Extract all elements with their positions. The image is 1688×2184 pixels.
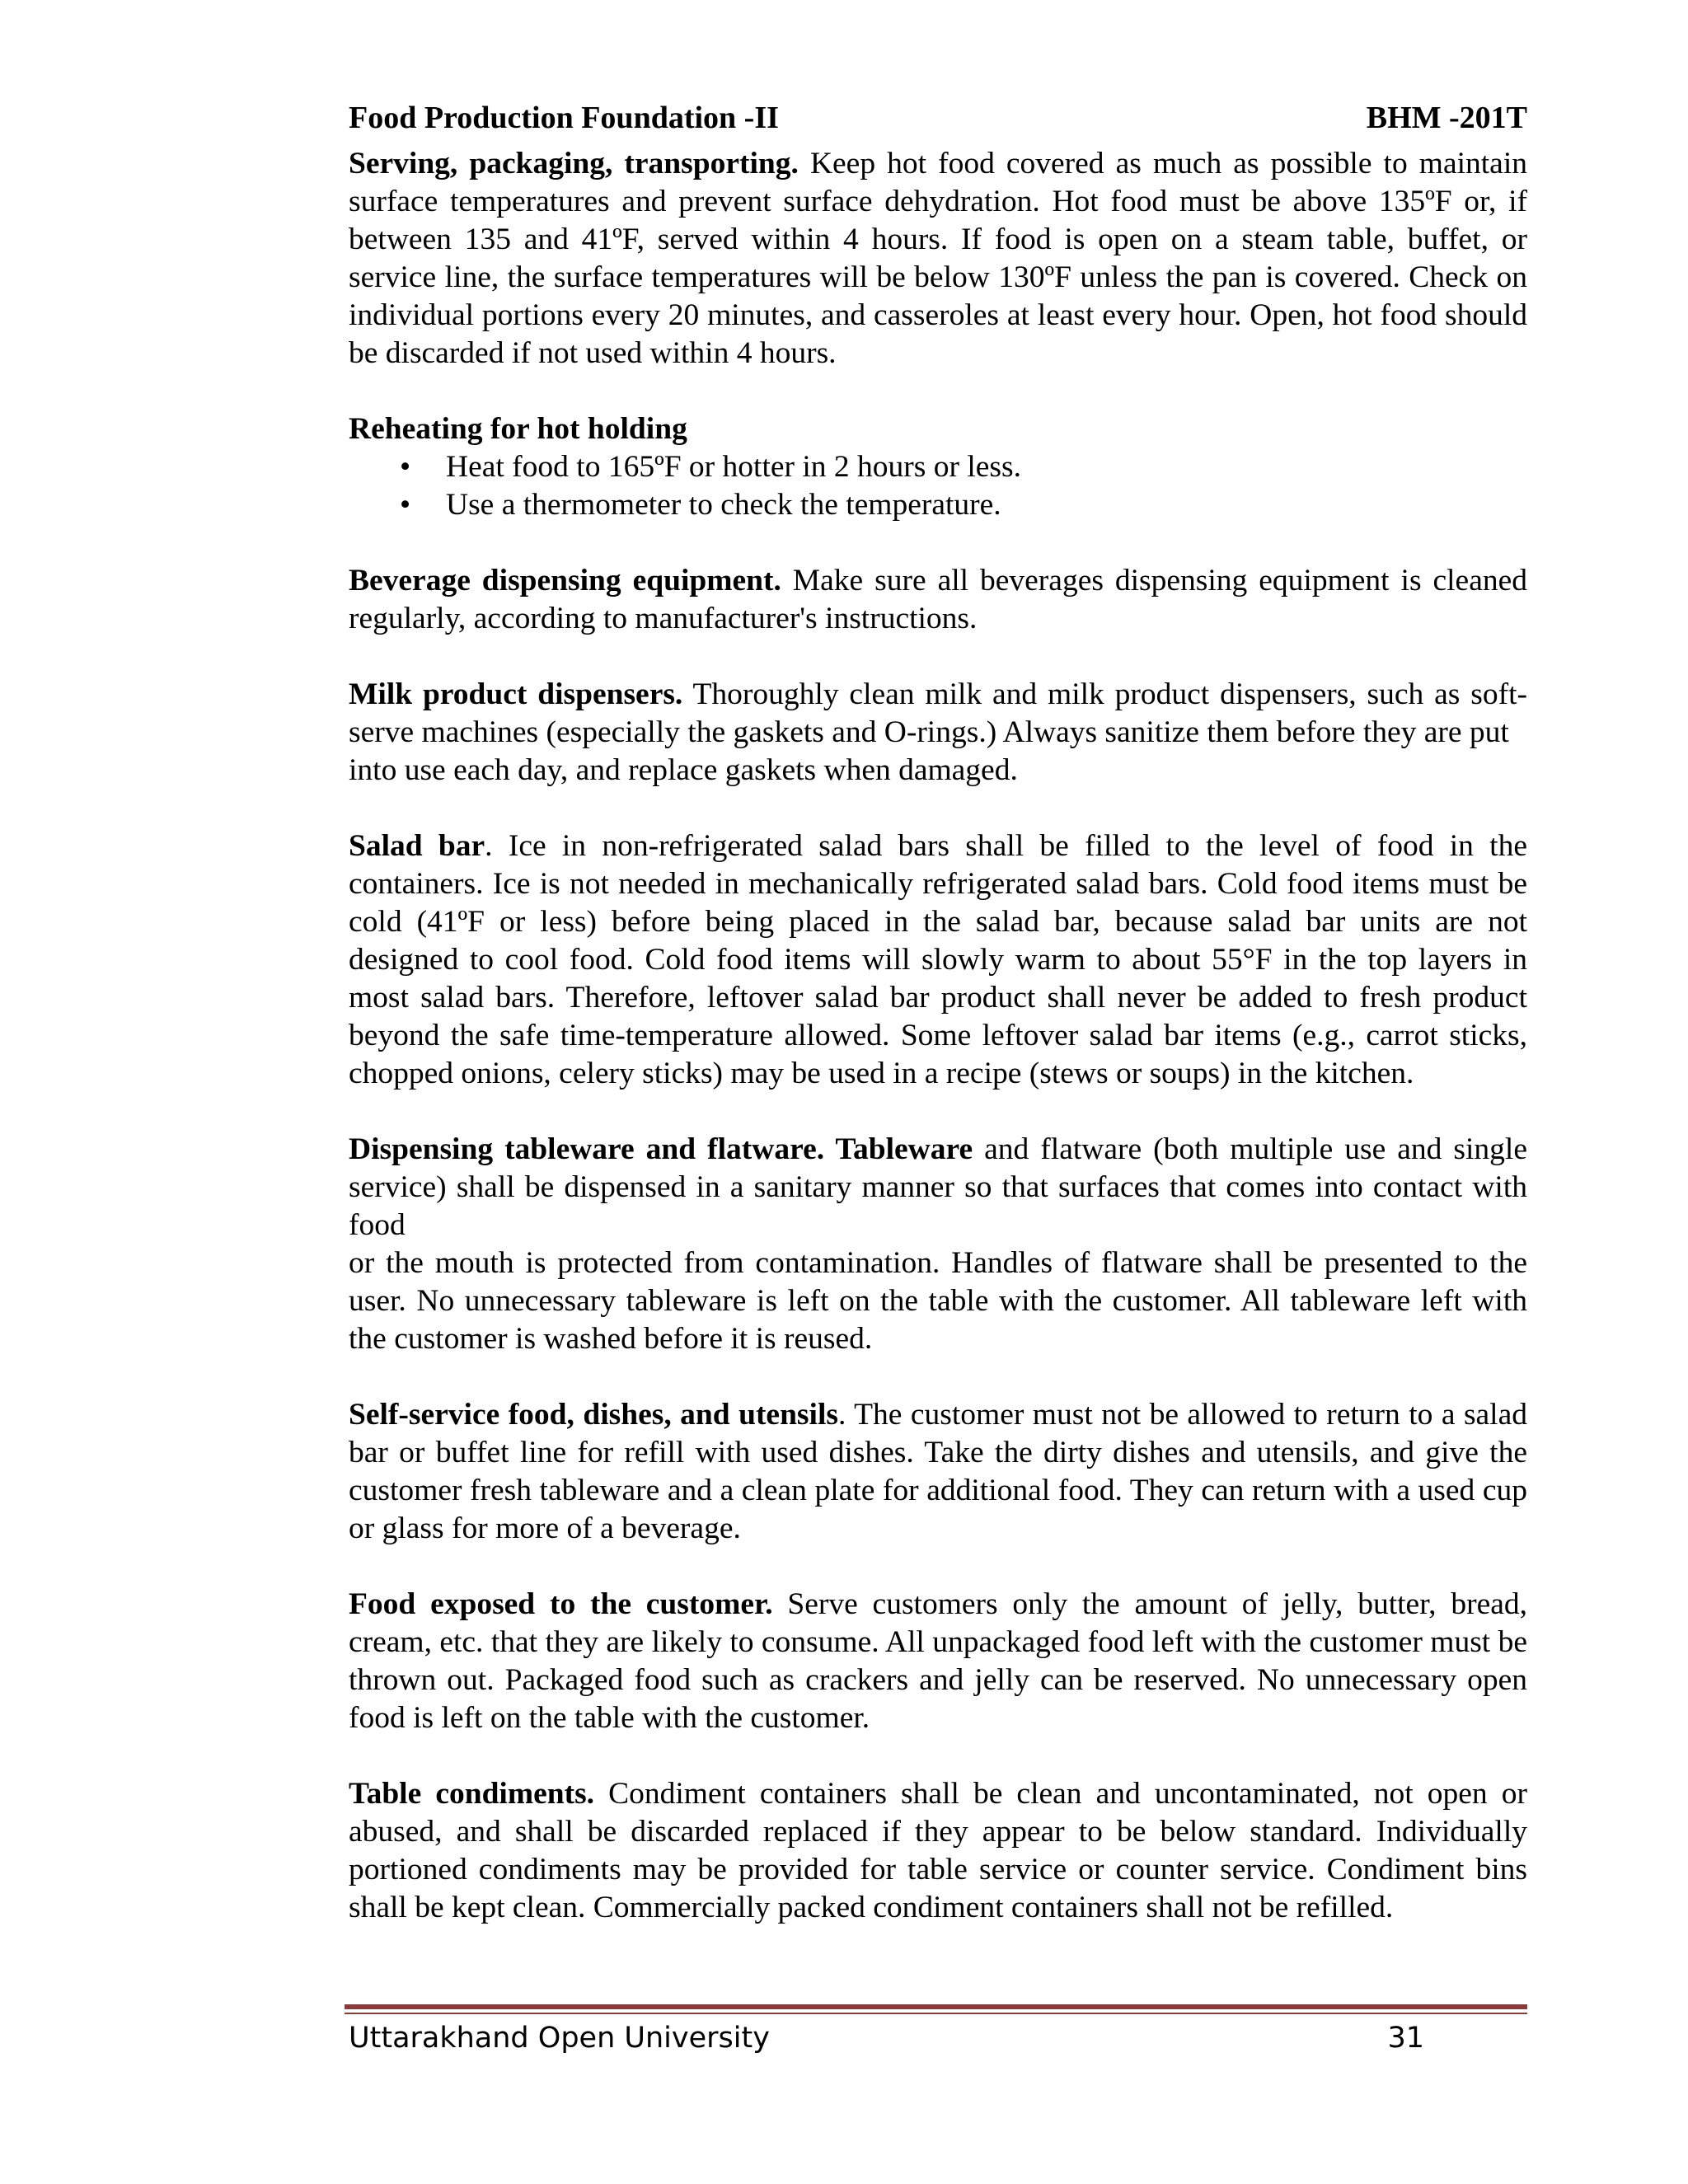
paragraph-lead: Self-service food, dishes, and utensils (349, 1398, 838, 1432)
paragraph-lead: Food exposed to the customer. (349, 1587, 773, 1621)
paragraph-dispensing-tableware-continued: or the mouth is protected from contamination. Handles of flatware shall be presented to the user. No unnecessary tableware is left on the table with the customer. All tableware left with the customer is washed before it is reused. (349, 1246, 1527, 1356)
paragraph-text: Make sure all beverages dispensing equipment is cleaned regularly, according to manufacturer's instructions. (349, 564, 1527, 635)
paragraph-lead: Salad bar (349, 829, 485, 863)
paragraph-milk-dispensers-continued: into use each day, and replace gaskets when damaged. (349, 753, 1018, 787)
paragraph-lead: Beverage dispensing equipment. (349, 564, 781, 598)
running-footer (349, 2018, 1424, 2059)
paragraph-lead: Serving, packaging, transporting. (349, 147, 799, 180)
paragraph-beverage-dispensing (349, 562, 1527, 638)
paragraph-text: Serve customers only the amount of jelly, butter, bread, cream, etc. that they are likely to consume. All unpackaged food left with the customer must be thrown out. Packaged food such as crackers and jelly can be reserved. No unnecessary open food is left on the table with the customer. (349, 1587, 1528, 1735)
header-course-code: BHM -201T (1366, 101, 1527, 135)
list-item (349, 448, 1527, 486)
paragraph-salad-bar (349, 827, 1527, 1093)
list-item-text: Use a thermometer to check the temperature. (446, 488, 1001, 522)
paragraph-lead: Milk product dispensers. (349, 677, 683, 711)
paragraph-dispensing-tableware (349, 1131, 1527, 1244)
bullet-list-reheating (349, 448, 1527, 524)
list-item-text: Heat food to 165ºF or hotter in 2 hours or less. (446, 450, 1021, 484)
paragraph-lead: Table condiments. (349, 1777, 595, 1811)
heading-reheating: Reheating for hot holding (349, 412, 687, 446)
footer-divider-thin (345, 2013, 1527, 2014)
paragraph-lead: Dispensing tableware and flatware. Tableware (349, 1132, 973, 1166)
paragraph-text: and flatware (both multiple use and single service) shall be dispensed in a sanitary manner so that surfaces that comes into contact with food (349, 1132, 1527, 1242)
body-content (349, 145, 1527, 1927)
paragraph-text: . Ice in non-refrigerated salad bars shall be filled to the level of food in the containers. Ice is not needed in mechanically refrigerated salad bars. Cold food items must be cold (41ºF or less) before being placed in the salad bar, because salad bar units are not designed to cool food. Cold food items will slowly warm to about 55°F in the top layers in most salad bars. Therefore, leftover salad bar product shall never be added to fresh product beyond the safe time-temperature allowed. Some leftover salad bar items (e.g., carrot sticks, chopped onions, celery sticks) may be used in a recipe (stews or soups) in the kitchen. (349, 829, 1527, 1090)
bullet-icon: • (400, 488, 411, 522)
paragraph-serving-packaging (349, 145, 1527, 373)
list-item (349, 486, 1527, 524)
paragraph-text: Condiment containers shall be clean and uncontaminated, not open or abused, and shall be discarded replaced if they appear to be below standard. Individually portioned condiments may be provided for table service or counter service. Condiment bins shall be kept clean. Commercially packed condiment containers shall not be refilled. (349, 1777, 1527, 1924)
running-header (349, 97, 1527, 138)
footer-university-name: Uttarakhand Open University (349, 2022, 770, 2055)
document-page (349, 97, 1527, 1927)
paragraph-text: . The customer must not be allowed to return to a salad bar or buffet line for refill with used dishes. Take the dirty dishes and utensils, and give the customer fresh tableware and a clean plate for additional food. They can return with a used cup or glass for more of a beverage. (349, 1398, 1527, 1545)
page-number: 31 (1387, 2022, 1424, 2055)
paragraph-milk-dispensers (349, 676, 1527, 752)
paragraph-self-service (349, 1396, 1527, 1548)
header-course-title: Food Production Foundation -II (349, 101, 779, 135)
footer-divider (345, 2004, 1527, 2009)
paragraph-text: Keep hot food covered as much as possible to maintain surface temperatures and prevent surface dehydration. Hot food must be above 135ºF or, if between 135 and 41ºF, served within 4 hours. If food is open on a steam table, buffet, or service line, the surface temperatures will be below 130ºF unless the pan is covered. Check on individual portions every 20 minutes, and casseroles at least every hour. Open, hot food should be discarded if not used within 4 hours. (349, 147, 1527, 370)
bullet-icon: • (400, 450, 411, 484)
paragraph-food-exposed (349, 1586, 1527, 1737)
paragraph-text: Thoroughly clean milk and milk product dispensers, such as soft-serve machines (especially the gaskets and O-rings.) Always sanitize them before they are put (349, 677, 1527, 749)
paragraph-table-condiments (349, 1775, 1527, 1927)
